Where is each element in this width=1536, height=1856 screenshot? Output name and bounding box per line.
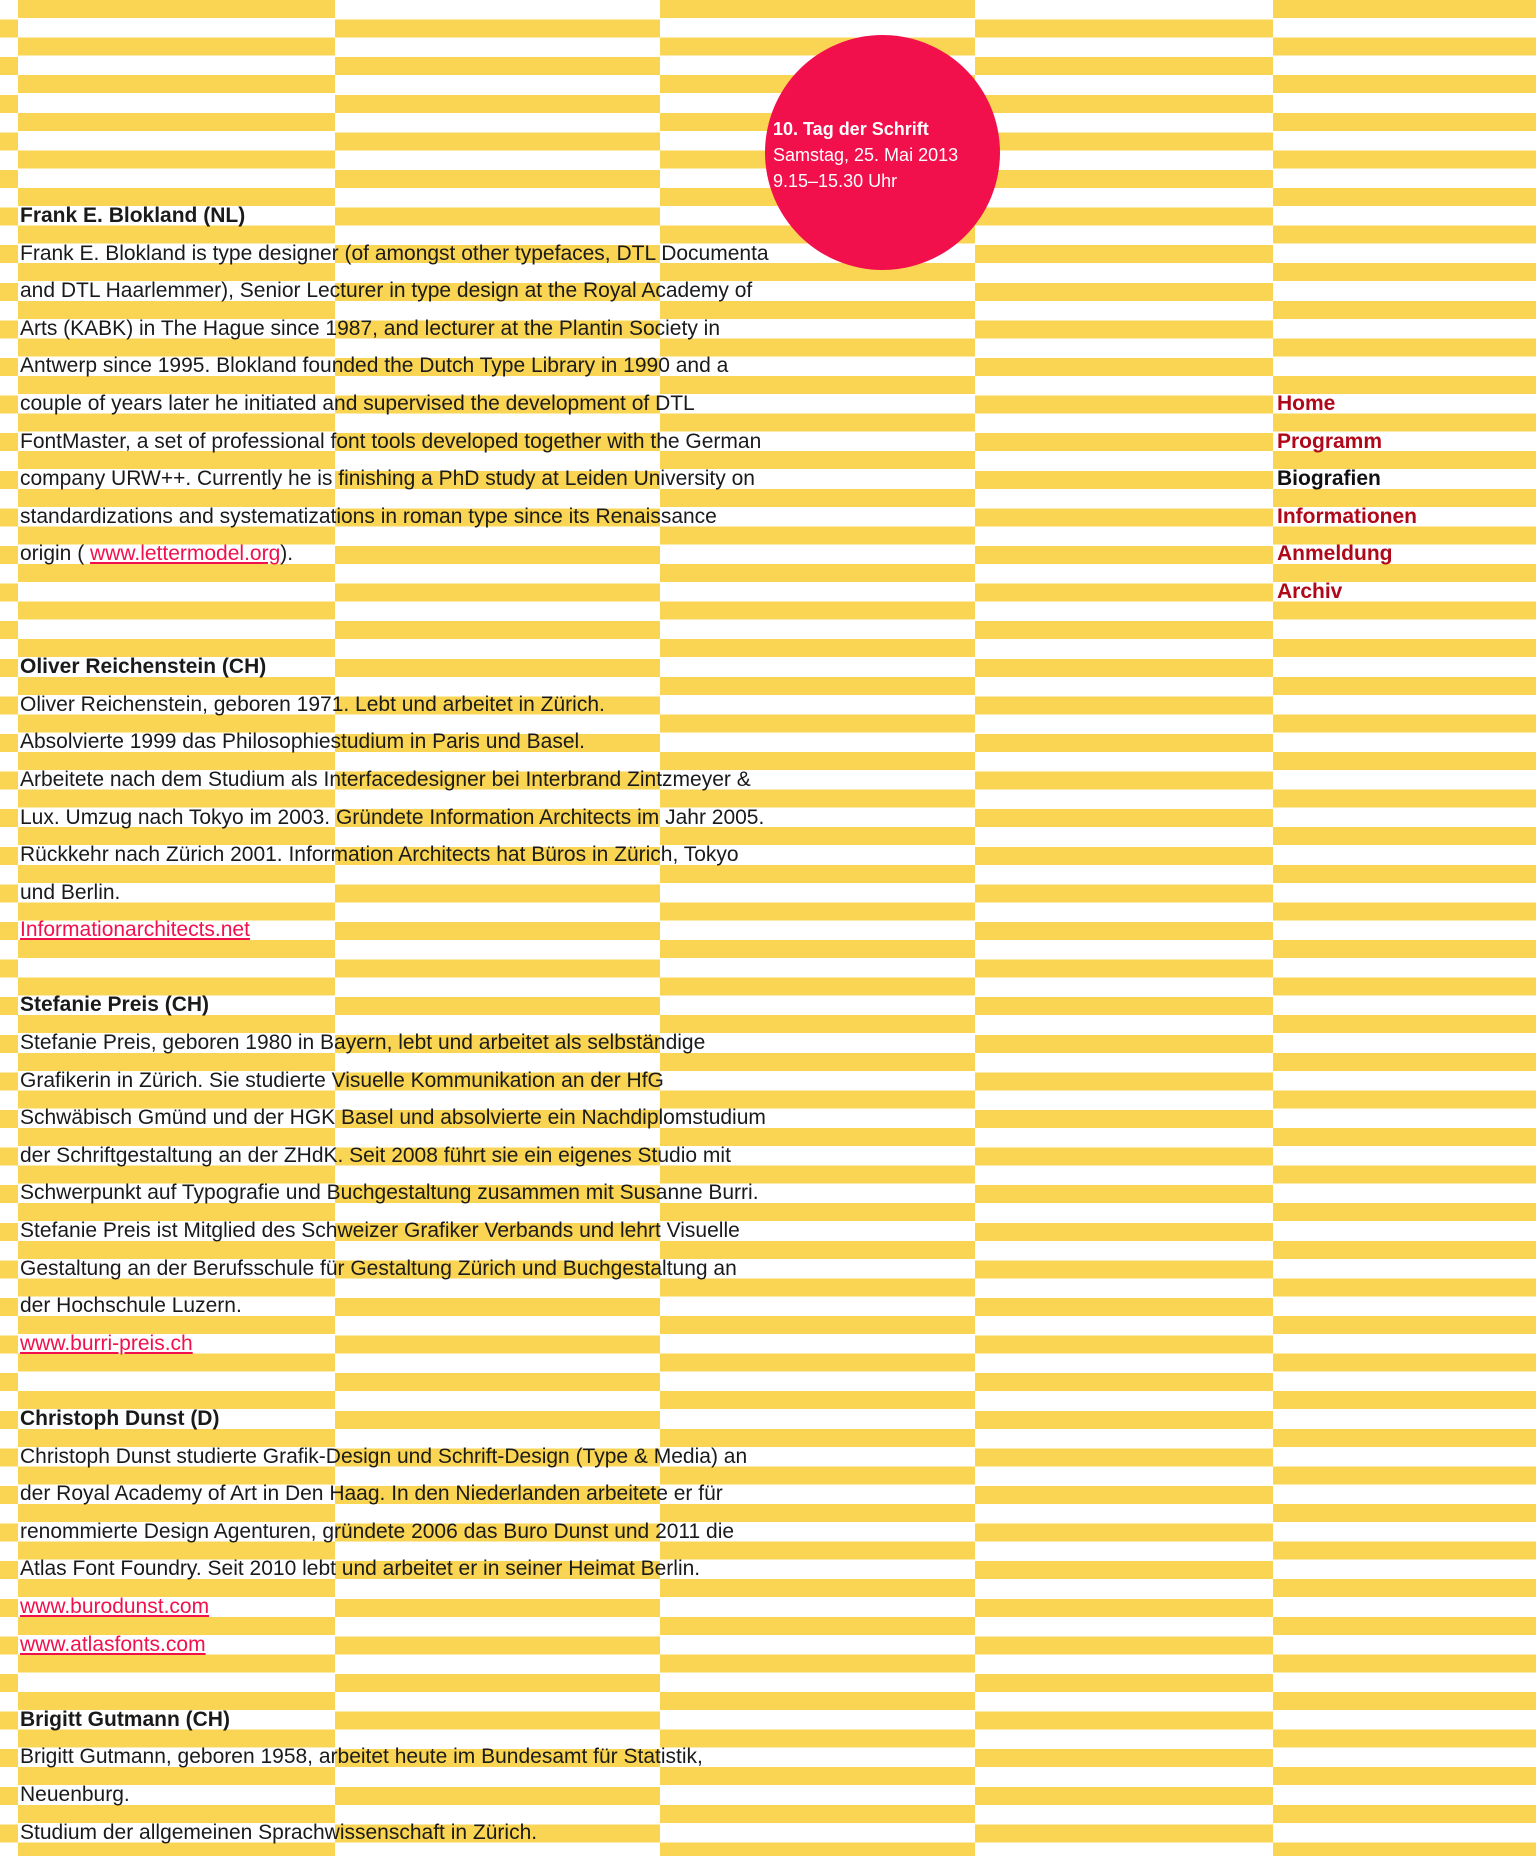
nav-item-home[interactable]: Home	[1277, 392, 1336, 415]
bio-line: Absolvierte 1999 das Philosophiestudium in Paris und Basel.	[20, 730, 586, 754]
nav-item-programm[interactable]: Programm	[1277, 429, 1383, 453]
bio-line: FontMaster, a set of professional font tools developed together with the German	[20, 429, 762, 453]
event-title: 10. Tag der Schrift	[773, 119, 929, 139]
bio-link-row	[20, 1626, 769, 1664]
nav-row	[1277, 423, 1417, 461]
section-gap	[20, 1663, 769, 1701]
section-gap	[20, 949, 769, 987]
bio-line: Arts (KABK) in The Hague since 1987, and lecturer at the Plantin Society in	[20, 316, 720, 340]
bio-line: Studium der allgemeinen Sprachwissenschaft in Zürich.	[20, 1820, 538, 1844]
bio-line: and DTL Haarlemmer), Senior Lecturer in type design at the Royal Academy of	[20, 279, 753, 303]
section-heading-reichenstein: Oliver Reichenstein (CH)	[20, 655, 267, 679]
bio-line: Atlas Font Foundry. Seit 2010 lebt und arbeitet er in seiner Heimat Berlin.	[20, 1557, 701, 1581]
stripe-column-1	[0, 0, 18, 1856]
link-informationarchitects[interactable]: Informationarchitects.net	[20, 918, 250, 942]
bio-line: Stefanie Preis ist Mitglied des Schweizer Grafiker Verbands und lehrt Visuelle	[20, 1219, 740, 1243]
section-heading-preis: Stefanie Preis (CH)	[20, 993, 210, 1017]
bio-line: company URW++. Currently he is finishing a PhD study at Leiden University on	[20, 467, 755, 491]
section-heading-blokland: Frank E. Blokland (NL)	[20, 204, 246, 227]
link-burodunst[interactable]: www.burodunst.com	[20, 1594, 210, 1618]
main-navigation	[1277, 385, 1417, 611]
bio-line: Arbeitete nach dem Studium als Interfacedesigner bei Interbrand Zintzmeyer &	[20, 767, 751, 791]
bio-line: Christoph Dunst studierte Grafik-Design und Schrift-Design (Type & Media) an	[20, 1444, 748, 1468]
nav-item-biografien[interactable]: Biografien	[1277, 467, 1381, 491]
section-gap	[20, 1362, 769, 1400]
nav-row	[1277, 498, 1417, 536]
bio-line: Grafikerin in Zürich. Sie studierte Visuelle Kommunikation an der HfG	[20, 1068, 664, 1092]
section-heading-dunst: Christoph Dunst (D)	[20, 1407, 220, 1430]
event-badge-circle	[765, 35, 1000, 270]
stripe-column-5	[975, 0, 1273, 1856]
nav-row	[1277, 385, 1417, 423]
event-time: 9.15–15.30 Uhr	[773, 171, 898, 191]
bio-line: Lux. Umzug nach Tokyo im 2003. Gründete Information Architects im Jahr 2005.	[20, 805, 765, 829]
bio-line: Antwerp since 1995. Blokland founded the Dutch Type Library in 1990 and a	[20, 354, 729, 378]
bio-line: Schwäbisch Gmünd und der HGK Basel und absolvierte ein Nachdiplomstudium	[20, 1106, 766, 1130]
bio-line: Schwerpunkt auf Typografie und Buchgestaltung zusammen mit Susanne Burri.	[20, 1181, 759, 1205]
nav-row	[1277, 535, 1417, 573]
bio-line: Brigitt Gutmann, geboren 1958, arbeitet heute im Bundesamt für Statistik,	[20, 1745, 703, 1769]
section-heading-gutmann: Brigitt Gutmann (CH)	[20, 1707, 230, 1731]
event-badge-text	[773, 116, 958, 194]
bio-link-row	[20, 1588, 769, 1626]
nav-item-informationen[interactable]: Informationen	[1277, 504, 1417, 528]
bio-line: und Berlin.	[20, 880, 121, 904]
link-atlasfonts[interactable]: www.atlasfonts.com	[20, 1632, 206, 1656]
bio-link-row	[20, 911, 769, 949]
bio-link-row	[20, 1325, 769, 1363]
link-lettermodel[interactable]: www.lettermodel.org	[90, 542, 281, 566]
bio-line: Neuenburg.	[20, 1782, 130, 1806]
bio-line-with-link	[20, 535, 769, 573]
bio-line: standardizations and systematizations in roman type since its Renaissance	[20, 504, 717, 528]
nav-row	[1277, 573, 1417, 611]
bio-line: Stefanie Preis, geboren 1980 in Bayern, lebt und arbeitet als selbständige	[20, 1031, 706, 1055]
bio-line: der Schriftgestaltung an der ZHdK. Seit 2008 führt sie ein eigenes Studio mit	[20, 1143, 731, 1167]
bio-line: Oliver Reichenstein, geboren 1971. Lebt und arbeitet in Zürich.	[20, 692, 605, 716]
link-suffix-text: ).	[280, 542, 294, 566]
bio-line: renommierte Design Agenturen, gründete 2006 das Buro Dunst und 2011 die	[20, 1519, 735, 1543]
section-gap	[20, 573, 769, 648]
bio-line: Rückkehr nach Zürich 2001. Information Architects hat Büros in Zürich, Tokyo	[20, 843, 739, 867]
bio-line: der Hochschule Luzern.	[20, 1294, 242, 1318]
nav-row	[1277, 460, 1417, 498]
bio-line: der Royal Academy of Art in Den Haag. In den Niederlanden arbeitete er für	[20, 1482, 723, 1506]
nav-item-archiv[interactable]: Archiv	[1277, 579, 1343, 603]
bio-line: Gestaltung an der Berufsschule für Gestaltung Zürich und Buchgestaltung an	[20, 1256, 737, 1280]
link-prefix-text: origin (	[20, 542, 91, 566]
bio-line: Frank E. Blokland is type designer (of amongst other typefaces, DTL Documenta	[20, 241, 769, 265]
bio-line: couple of years later he initiated and supervised the development of DTL	[20, 391, 695, 415]
biography-content	[20, 197, 769, 1851]
event-date: Samstag, 25. Mai 2013	[773, 145, 959, 165]
nav-item-anmeldung[interactable]: Anmeldung	[1277, 542, 1393, 566]
stripe-column-6	[1273, 0, 1536, 1856]
link-burri-preis[interactable]: www.burri-preis.ch	[20, 1331, 193, 1355]
